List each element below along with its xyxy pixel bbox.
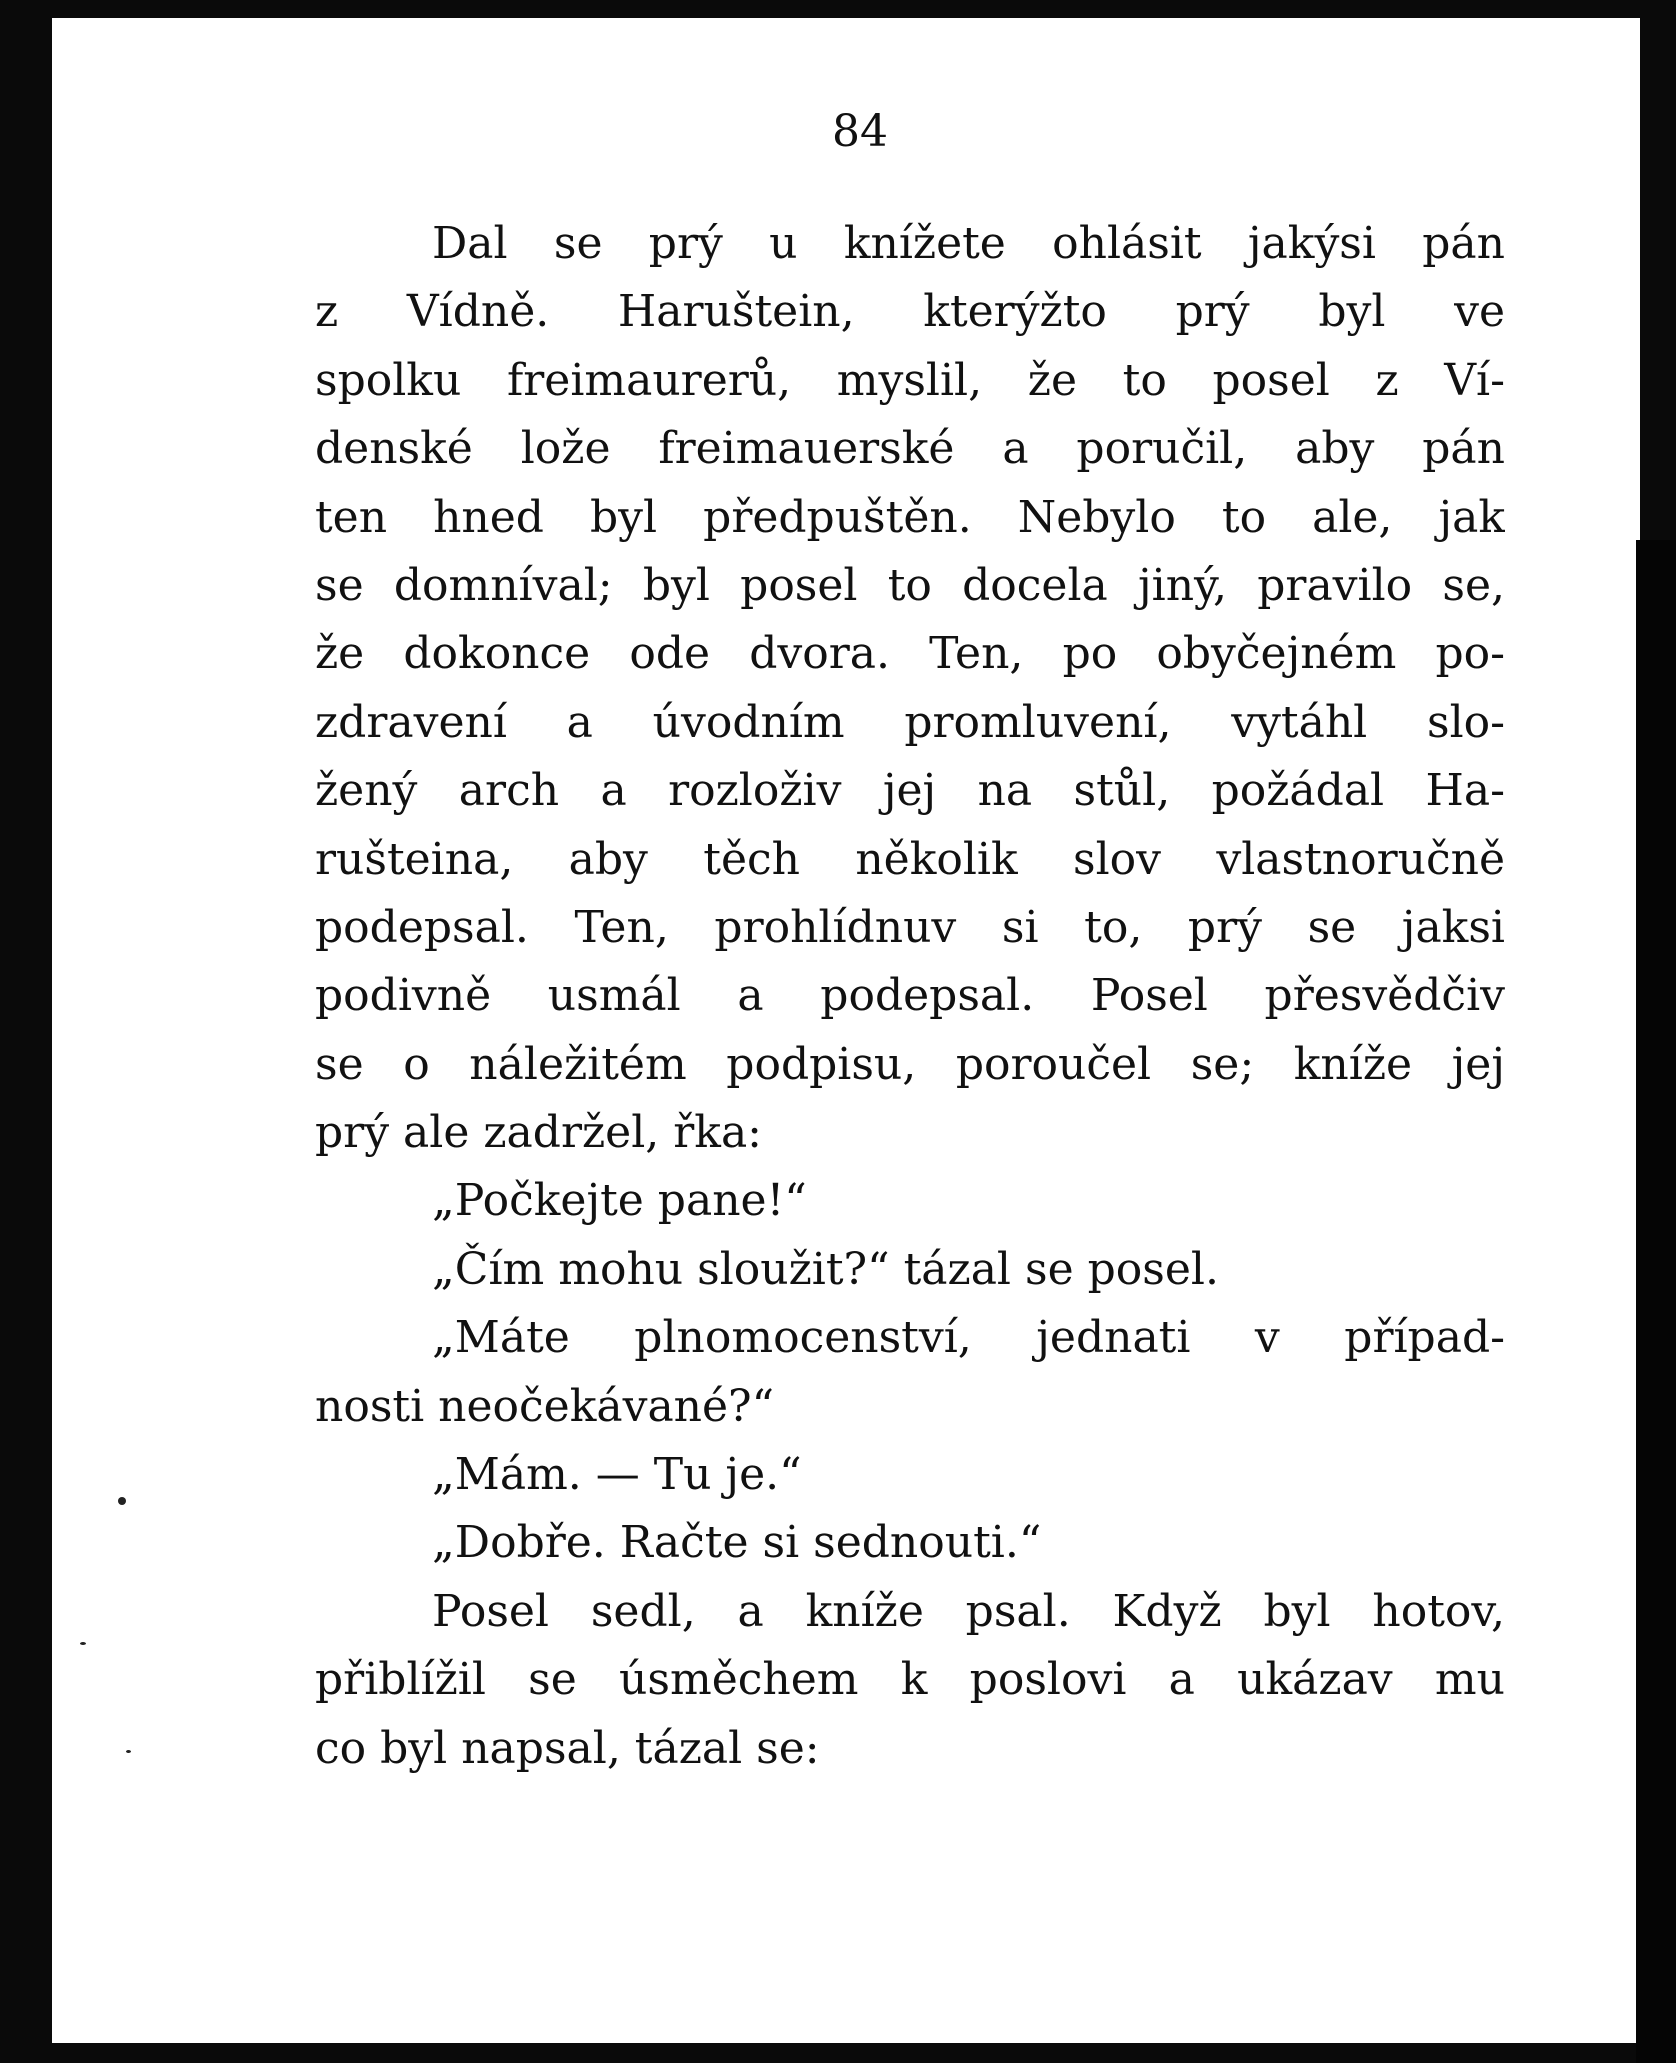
text-line: co byl napsal, tázal se: (315, 1722, 820, 1774)
text-line: ten hned byl předpuštěn. Nebylo to ale, jak (315, 491, 1505, 543)
text-line: podivně usmál a podepsal. Posel přesvědčiv (315, 970, 1505, 1022)
body-text (315, 210, 1505, 1783)
dust-speck (118, 1497, 126, 1505)
dust-speck (80, 1642, 86, 1645)
text-line: nosti neočekávané?“ (315, 1380, 775, 1432)
text-line: prý ale zadržel, řka: (315, 1107, 763, 1159)
text-line: že dokonce ode dvora. Ten, po obyčejném po- (315, 628, 1505, 680)
text-line: „Čím mohu sloužit?“ tázal se posel. (432, 1243, 1219, 1295)
text-line: denské lože freimauerské a poručil, aby pán (315, 423, 1505, 475)
text-line: se domníval; byl posel to docela jiný, pravilo se, (315, 559, 1505, 611)
text-line: rušteina, aby těch několik slov vlastnoručně (315, 833, 1505, 885)
text-line: Dal se prý u knížete ohlásit jakýsi pán (432, 218, 1505, 269)
text-line: Posel sedl, a kníže psal. Když byl hotov, (432, 1585, 1505, 1637)
page-edge-shadow (1636, 540, 1676, 2063)
text-line: spolku freimaurerů, myslil, že to posel z Ví- (315, 354, 1505, 406)
text-line: podepsal. Ten, prohlídnuv si to, prý se jaksi (315, 901, 1505, 953)
text-line: žený arch a rozloživ jej na stůl, požádal Ha- (315, 765, 1505, 817)
text-line: z Vídně. Haruštein, kterýžto prý byl ve (315, 286, 1505, 338)
text-line: zdravení a úvodním promluvení, vytáhl slo- (315, 696, 1505, 748)
text-line: „Počkejte pane!“ (432, 1175, 807, 1227)
text-line: „Mám. — Tu je.“ (432, 1449, 802, 1501)
page-number: 84 (832, 106, 888, 157)
dust-speck (126, 1750, 131, 1753)
text-line: přiblížil se úsměchem k poslovi a ukázav mu (315, 1654, 1505, 1706)
text-line: „Máte plnomocenství, jednati v případ- (432, 1312, 1505, 1364)
text-line: se o náležitém podpisu, poroučel se; kníže jej (315, 1038, 1505, 1090)
text-line: „Dobře. Račte si sednouti.“ (432, 1517, 1042, 1569)
